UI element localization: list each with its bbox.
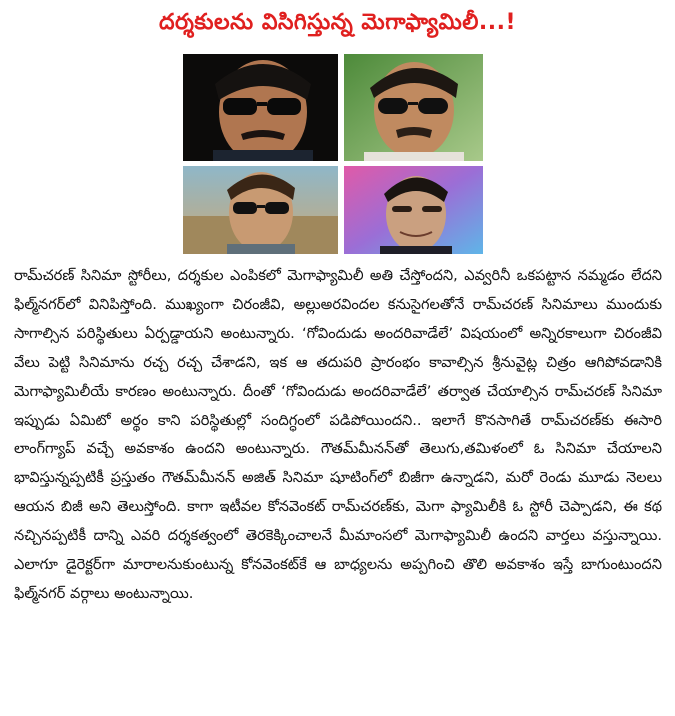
portrait-pawan-kalyan-icon — [344, 54, 483, 161]
page-title: దర్శకులను విసిగిస్తున్న మెగాఫ్యామిలీ...! — [158, 10, 517, 35]
portrait-chiranjeevi-photo — [183, 54, 338, 161]
portrait-ram-charan-photo — [344, 166, 483, 254]
article-body: రామ్‌చరణ్ సినిమా స్టోరీలు, దర్శకుల ఎంపికలో మెగాఫ్యామిలీ అతి చేస్తోందని, ఎవ్వరినీ ఒకపట్టాన నమ్మడం లేదని ఫిల్మ్‌నగర్‌లో వినిపిస్తోంది. ముఖ్యంగా చిరంజీవి, అల్లుఅరవిందల కనుసైగలతోనే రామ్‌చరణ్ సినిమాలు ముందుకు సాగాల్సిన పరిస్థితులు ఏర్పడ్డాయని అంటున్నారు. ‘గోవిందుడు అందరివాడేలే’ విషయంలో అన్నిరకాలుగా చిరంజీవి వేలు పెట్టి సినిమాను రచ్చ రచ్చ చేశాడని, ఇక ఆ తదుపరి ప్రారంభం కావాల్సిన శ్రీనువైట్ల చిత్రం ఆగిపోవడానికి మెగాఫ్యామిలీయే కారణం అంటున్నారు. దీంతో ‘గోవిందుడు అందరివాడేలే’ తర్వాత చేయాల్సిన రామ్‌చరణ్ సినిమా ఇప్పుడు ఏమిటో అర్థం కాని పరిస్థితుల్లో సందిగ్ధంలో పడిపోయిందని.. ఇలాగే కొనసాగితే రామ్‌చరణ్‌కు ఈసారి లాంగ్‌గ్యాప్ వచ్చే అవకాశం ఉందని అంటున్నారు. గౌతమ్‌మీనన్‌తో తెలుగు,తమిళంలో ఓ సినిమా చేయాలని భావిస్తున్నప్పటికీ ప్రస్తుతం గౌతమ్‌మీనన్ అజిత్ సినిమా షూటింగ్‌లో బిజీగా ఉన్నాడని, మరో రెండు మూడు నెలలు ఆయన బిజీ అని తెలుస్తోంది. కాగా ఇటీవల కోనవెంకట్ రామ్‌చరణ్‌కు, మెగా ఫ్యామిలీకి ఓ స్టోరీ చెప్పాడని, ఈ కథ నచ్చినప్పటికీ దాన్ని ఎవరి దర్శకత్వంలో తెరకెక్కించాలనే మీమాంసలో మెగాఫ్యామిలీ ఉందని వార్తలు వస్తున్నాయి. ఎలాగూ డైరెక్టర్‌గా మారాలనుకుంటున్న కోనవెంకట్‌కే ఆ బాధ్యలను అప్పగించి తొలి అవకాశం ఇస్తే బాగుంటుందని ఫిల్మ్‌నగర్ వర్గాలు అంటున్నాయి. — [14, 267, 662, 602]
portrait-chiranjeevi-icon — [183, 54, 338, 161]
portrait-allu-arjun-icon — [183, 166, 338, 254]
photo-collage — [183, 54, 483, 254]
portrait-pawan-kalyan-photo — [344, 54, 483, 161]
portrait-ram-charan-icon — [344, 166, 483, 254]
portrait-allu-arjun-photo — [183, 166, 338, 254]
